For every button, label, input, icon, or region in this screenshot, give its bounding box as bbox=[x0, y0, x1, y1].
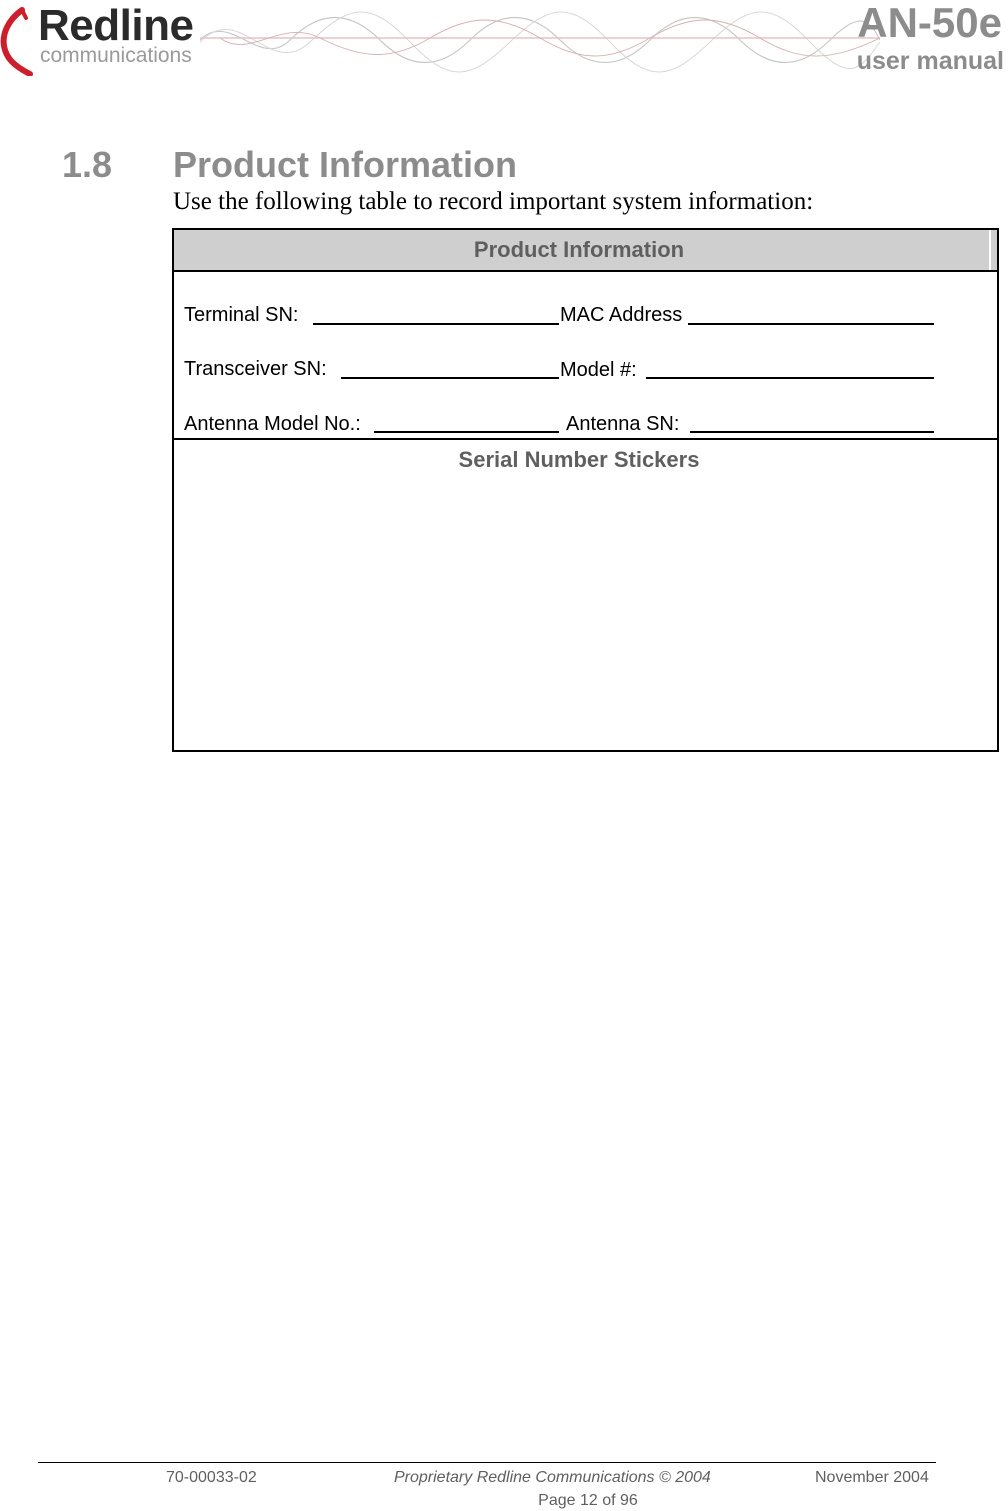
section-title: Product Information bbox=[173, 144, 517, 185]
logo-subtitle: communications bbox=[40, 44, 192, 67]
mac-address-label: MAC Address bbox=[560, 304, 683, 326]
redline-logo-icon bbox=[0, 4, 34, 76]
serial-number-stickers-title: Serial Number Stickers bbox=[458, 447, 700, 472]
record-fields-cell bbox=[174, 272, 997, 440]
transceiver-sn-line bbox=[341, 377, 559, 379]
document-type: user manual bbox=[856, 47, 1004, 75]
antenna-model-label: Antenna Model No.: bbox=[184, 413, 361, 435]
header-wave-decoration bbox=[200, 0, 880, 82]
footer-copyright: Proprietary Redline Communications © 2004 bbox=[394, 1469, 711, 1486]
product-information-table bbox=[172, 228, 999, 752]
product-name: AN-50e bbox=[857, 0, 1002, 46]
footer-rule bbox=[38, 1462, 936, 1463]
table-header-row bbox=[174, 230, 997, 272]
section-number: 1.8 bbox=[62, 144, 113, 185]
transceiver-sn-label: Transceiver SN: bbox=[184, 358, 327, 380]
antenna-model-line bbox=[374, 431, 559, 433]
model-number-label: Model #: bbox=[560, 359, 637, 381]
model-number-line bbox=[646, 377, 934, 379]
terminal-sn-label: Terminal SN: bbox=[184, 304, 299, 326]
footer-date: November 2004 bbox=[815, 1469, 929, 1486]
antenna-sn-line bbox=[690, 431, 934, 433]
mac-address-line bbox=[688, 323, 934, 325]
antenna-sn-label: Antenna SN: bbox=[566, 413, 680, 435]
table-header-title: Product Information bbox=[473, 237, 685, 262]
page-header bbox=[0, 0, 1008, 90]
terminal-sn-line bbox=[313, 323, 559, 325]
footer-page-number: Page 12 of 96 bbox=[538, 1492, 638, 1509]
logo-wordmark: Redline bbox=[38, 1, 194, 50]
footer-doc-number: 70-00033-02 bbox=[166, 1469, 257, 1486]
intro-paragraph: Use the following table to record important system information: bbox=[173, 188, 814, 215]
table-header-divider bbox=[989, 230, 991, 270]
